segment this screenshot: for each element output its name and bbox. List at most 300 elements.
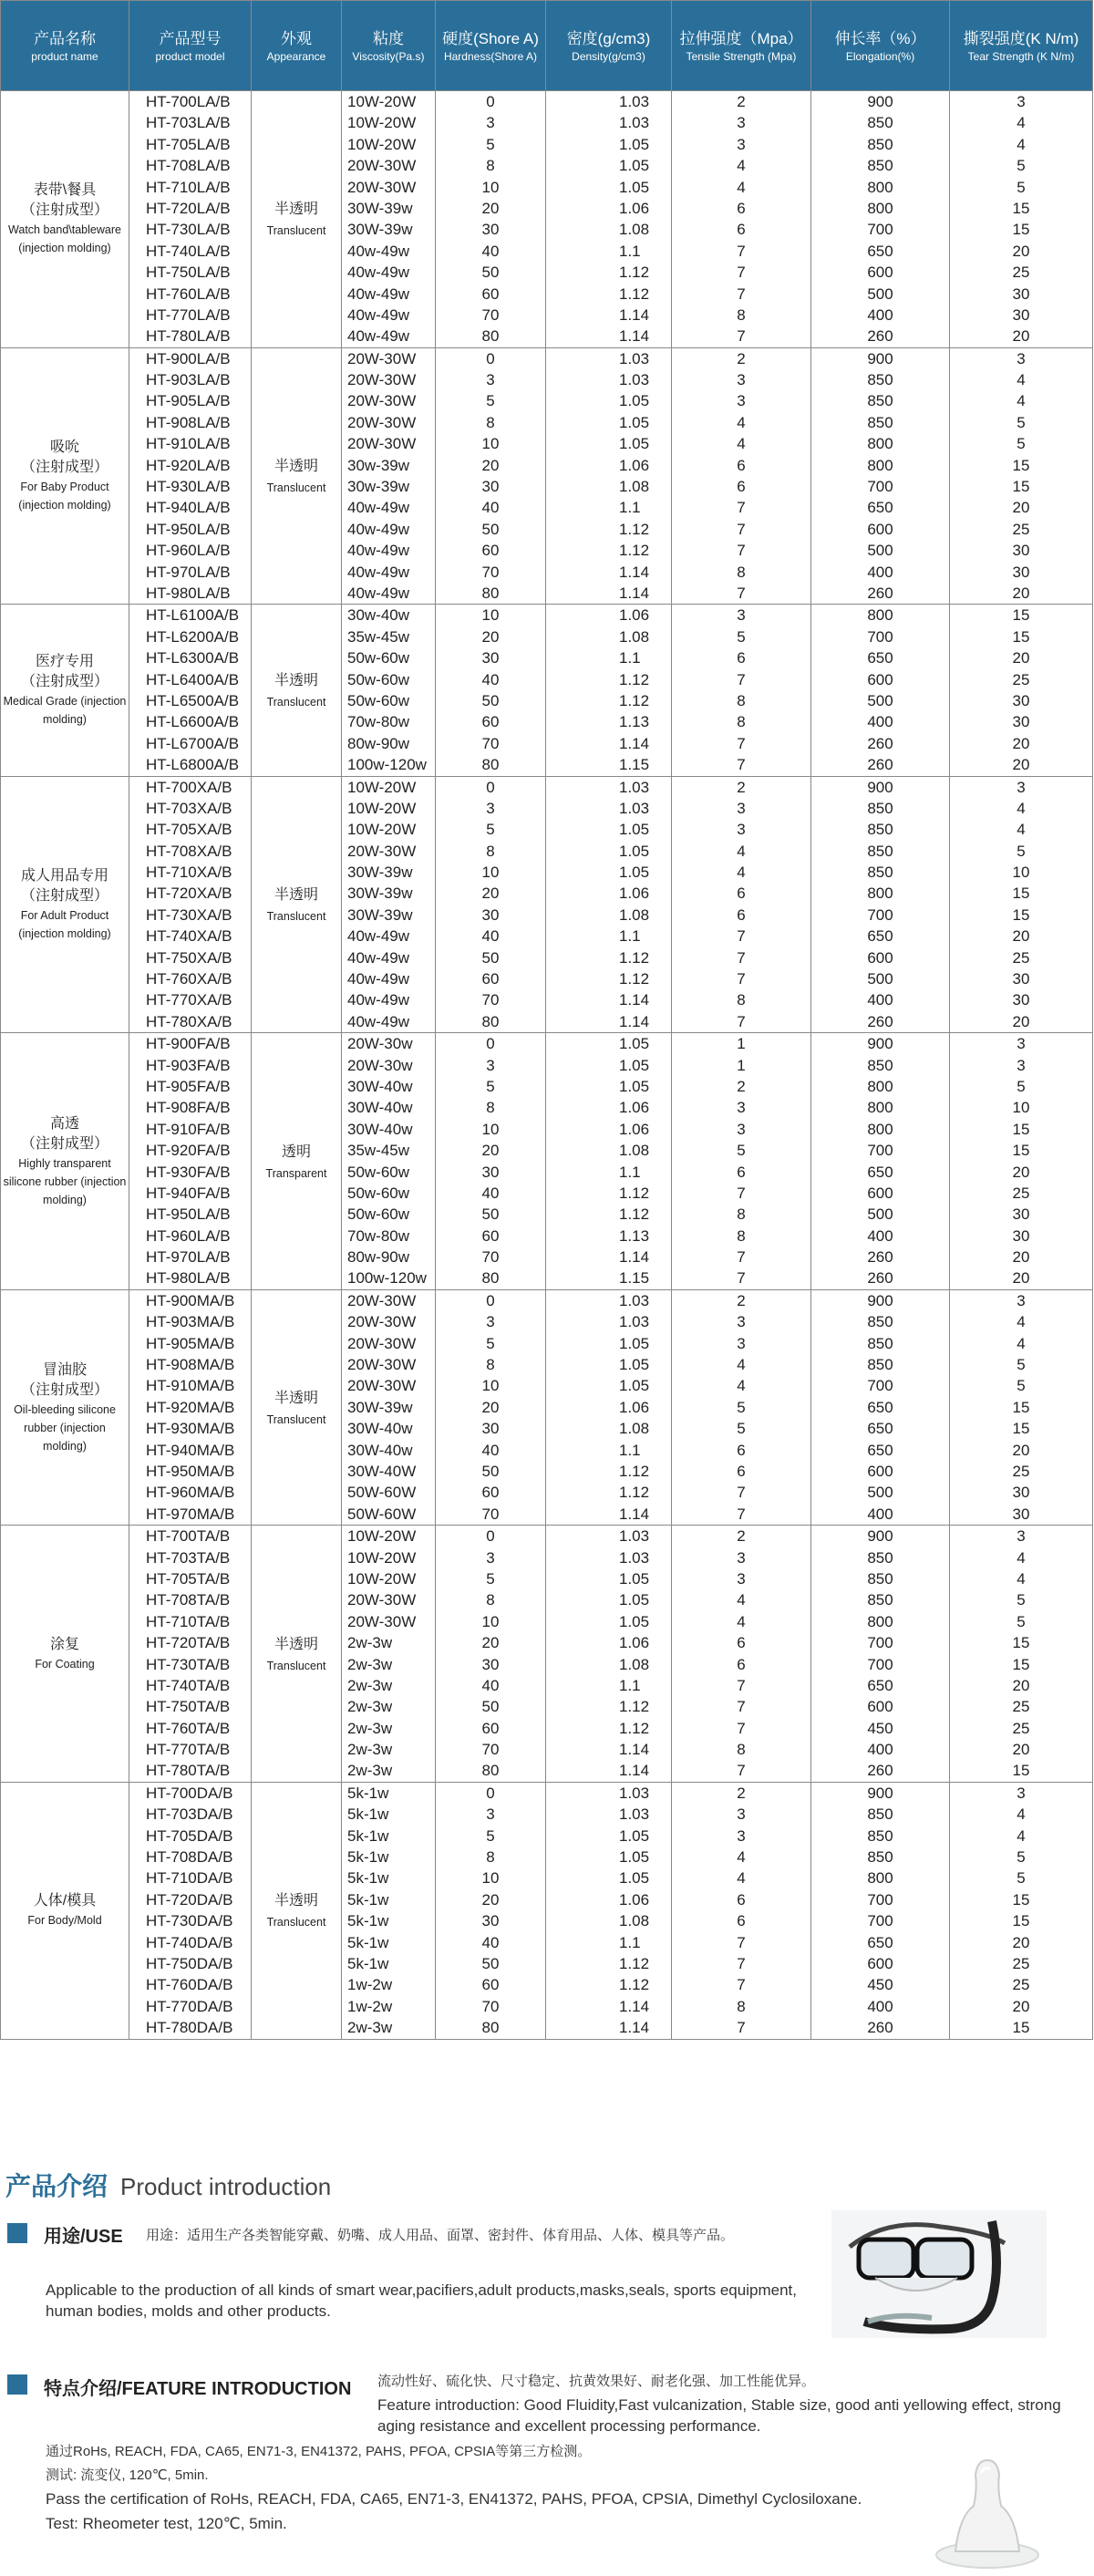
viscosity-value: 40w-49w [347,305,410,324]
model-value: HT-L6600A/B [146,713,240,731]
model-value: HT-710TA/B [146,1612,231,1630]
density-value: 1.06 [619,1398,650,1416]
density-value: 1.05 [619,1035,650,1053]
hardness-value: 60 [481,970,500,988]
model-value: HT-720LA/B [146,199,231,217]
viscosity-value: 100w-120w [347,1269,427,1288]
hardness-value: 70 [481,1248,500,1267]
elongation-value: 850 [867,1313,893,1331]
viscosity-value: 5k-1w [347,1826,389,1845]
viscosity-value: 30W-40w [347,1077,413,1095]
density-value: 1.12 [619,970,650,988]
tear-value: 5 [1017,1869,1026,1888]
elongation-value: 900 [867,778,893,796]
viscosity-value: 40w-49w [347,284,410,303]
elongation-value: 600 [867,1954,893,1972]
hardness-value: 60 [481,1484,500,1502]
elongation-value: 450 [867,1976,893,1994]
model-value: HT-770TA/B [146,1741,231,1759]
density-value: 1.1 [619,499,641,517]
viscosity-value: 20W-30W [347,1377,417,1395]
viscosity-value: 20W-30W [347,157,417,175]
tensile-column-cell [672,347,811,605]
tear-value: 4 [1017,821,1026,839]
appearance-cn: 半透明 [274,1636,318,1652]
header-density: 密度(g/cm3) Density(g/cm3) [546,1,672,91]
model-value: HT-708XA/B [146,842,232,860]
viscosity-value: 40w-49w [347,1012,410,1030]
hardness-value: 80 [481,584,500,602]
model-value: HT-910FA/B [146,1120,231,1138]
appearance-cn: 半透明 [274,459,318,475]
elongation-value: 900 [867,1035,893,1053]
density-value: 1.1 [619,1441,641,1459]
elongation-value: 500 [867,542,893,560]
tear-value: 25 [1012,1698,1030,1716]
tensile-value: 7 [737,327,746,346]
tear-value: 5 [1017,842,1026,860]
hardness-value: 0 [486,1035,495,1053]
elongation-value: 850 [867,1056,893,1074]
hardness-value: 40 [481,927,500,946]
viscosity-value: 40w-49w [347,991,410,1009]
density-value: 1.05 [619,1334,650,1352]
tear-value: 15 [1012,905,1030,924]
model-value: HT-770DA/B [146,1997,233,2015]
use-text-en: Applicable to the production of all kinds of smart wear,pacifiers,adult products,masks,seals, sports equipment, human bodies, molds and other products. [46,2281,797,2320]
elongation-value: 800 [867,1077,893,1095]
density-column-cell [546,1782,672,2039]
viscosity-value: 30W-39w [347,1398,413,1416]
product-name-cell [1,605,129,776]
hardness-value: 30 [481,1420,500,1438]
tear-value: 3 [1017,93,1026,110]
elongation-value: 600 [867,264,893,282]
density-value: 1.08 [619,1655,650,1673]
viscosity-value: 10W-20W [347,93,417,110]
tensile-value: 2 [737,778,746,796]
model-value: HT-900FA/B [146,1035,231,1053]
tear-value: 4 [1017,114,1026,132]
elongation-value: 850 [867,1569,893,1588]
tensile-value: 8 [737,305,746,324]
tensile-value: 2 [737,1077,746,1095]
viscosity-value: 30W-40w [347,1441,413,1459]
tear-value: 4 [1017,1826,1026,1845]
hardness-value: 10 [481,1120,500,1138]
feature-text-cn: 流动性好、硫化快、尺寸稳定、抗黄效果好、耐老化强、加工性能优异。 [377,2374,816,2389]
tensile-value: 7 [737,970,746,988]
hardness-value: 50 [481,264,500,282]
hardness-value: 20 [481,1142,500,1160]
hardness-value: 60 [481,713,500,731]
model-value: HT-L6800A/B [146,756,240,774]
hardness-value: 5 [486,1569,495,1588]
viscosity-value: 30W-40w [347,1099,413,1117]
hardness-value: 80 [481,1762,500,1780]
tear-value: 20 [1012,1676,1030,1694]
viscosity-column-cell [342,776,436,1033]
viscosity-value: 10W-20W [347,1569,417,1588]
hardness-value: 30 [481,1655,500,1673]
hardness-column-cell [436,1526,546,1783]
elongation-column-cell [811,1033,950,1290]
tear-value: 15 [1012,199,1030,217]
hardness-value: 10 [481,1377,500,1395]
appearance-en: Translucent [266,1659,326,1672]
appearance-cell [252,605,342,776]
tensile-value: 3 [737,1548,746,1567]
tear-value: 25 [1012,1463,1030,1480]
model-value: HT-770XA/B [146,991,232,1009]
tensile-value: 7 [737,1676,746,1694]
viscosity-value: 5k-1w [347,1805,389,1824]
appearance-cell [252,1782,342,2039]
product-name-cn: 吸吮 [49,440,79,456]
tear-value: 15 [1012,1890,1030,1909]
elongation-value: 900 [867,1527,893,1546]
elongation-value: 850 [867,371,893,389]
density-value: 1.03 [619,1805,650,1824]
density-value: 1.08 [619,627,650,646]
hardness-column-cell [436,605,546,776]
tensile-value: 7 [737,499,746,517]
tear-value: 15 [1012,606,1030,625]
density-value: 1.03 [619,1527,650,1546]
hardness-value: 30 [481,221,500,239]
elongation-value: 500 [867,1205,893,1224]
viscosity-value: 5k-1w [347,1954,389,1972]
elongation-value: 800 [867,885,893,903]
viscosity-value: 70w-80w [347,713,410,731]
hardness-value: 5 [486,821,495,839]
tear-value: 5 [1017,1848,1026,1867]
viscosity-value: 30W-39w [347,864,413,882]
tear-column-cell [950,776,1093,1033]
appearance-cell [252,1526,342,1783]
model-column-cell [129,776,252,1033]
model-value: HT-705TA/B [146,1569,231,1588]
diving-mask-snorkel-image [831,2210,1047,2338]
density-value: 1.12 [619,1719,650,1737]
tear-value: 25 [1012,520,1030,538]
hardness-value: 70 [481,991,500,1009]
tear-value: 25 [1012,670,1030,688]
tear-value: 15 [1012,885,1030,903]
viscosity-value: 20W-30W [347,1356,417,1374]
viscosity-value: 5k-1w [347,1890,389,1909]
density-value: 1.14 [619,584,650,602]
appearance-en: Translucent [266,1412,326,1426]
hardness-value: 70 [481,734,500,752]
model-value: HT-703XA/B [146,799,232,817]
tear-value: 4 [1017,1805,1026,1824]
group-row [1,1033,1093,1290]
hardness-value: 40 [481,1184,500,1202]
density-value: 1.05 [619,1848,650,1867]
elongation-column-cell [811,1782,950,2039]
density-value: 1.08 [619,1142,650,1160]
model-value: HT-900MA/B [146,1291,235,1309]
tear-value: 4 [1017,392,1026,410]
density-value: 1.14 [619,305,650,324]
hardness-value: 40 [481,1441,500,1459]
viscosity-value: 40w-49w [347,520,410,538]
tensile-value: 8 [737,1997,746,2015]
model-value: HT-905MA/B [146,1334,235,1352]
density-value: 1.1 [619,927,641,946]
tensile-value: 3 [737,821,746,839]
elongation-value: 850 [867,114,893,132]
tensile-column-cell [672,1033,811,1290]
hardness-value: 40 [481,499,500,517]
model-value: HT-730DA/B [146,1912,233,1930]
elongation-value: 500 [867,284,893,303]
tensile-value: 7 [737,264,746,282]
elongation-value: 700 [867,905,893,924]
tensile-value: 5 [737,1142,746,1160]
viscosity-value: 50w-60w [347,1205,410,1224]
viscosity-value: 30W-40w [347,1420,413,1438]
elongation-value: 850 [867,799,893,817]
hardness-value: 5 [486,1826,495,1845]
viscosity-value: 40w-49w [347,927,410,946]
density-value: 1.06 [619,456,650,474]
elongation-value: 500 [867,1484,893,1502]
density-value: 1.13 [619,1226,650,1245]
model-value: HT-700LA/B [146,93,231,110]
tensile-value: 8 [737,563,746,581]
product-name-cell [1,776,129,1033]
product-name-cn: 医疗专用 [35,653,94,669]
density-value: 1.06 [619,1634,650,1652]
tear-value: 20 [1012,756,1030,774]
tensile-value: 4 [737,1869,746,1888]
model-value: HT-910MA/B [146,1377,235,1395]
model-value: HT-780LA/B [146,327,231,346]
appearance-cell [252,91,342,348]
hardness-value: 40 [481,242,500,260]
tear-value: 20 [1012,584,1030,602]
tear-column-cell [950,1033,1093,1290]
tear-value: 5 [1017,413,1026,431]
tensile-value: 1 [737,1056,746,1074]
elongation-value: 400 [867,1997,893,2015]
density-value: 1.12 [619,1484,650,1502]
model-value: HT-730TA/B [146,1655,231,1673]
elongation-column-cell [811,1289,950,1525]
density-value: 1.14 [619,2019,650,2037]
tensile-value: 6 [737,1441,746,1459]
hardness-value: 3 [486,1056,495,1074]
hardness-value: 60 [481,1976,500,1994]
tensile-value: 7 [737,1012,746,1030]
viscosity-value: 2w-3w [347,1741,393,1759]
product-name-cell [1,1033,129,1290]
elongation-value: 850 [867,1805,893,1824]
model-value: HT-L6400A/B [146,670,240,688]
viscosity-value: 5k-1w [347,1784,389,1802]
density-value: 1.12 [619,264,650,282]
elongation-value: 650 [867,649,893,667]
group-row [1,1526,1093,1783]
density-value: 1.05 [619,435,650,453]
density-value: 1.1 [619,1933,641,1951]
tear-value: 4 [1017,1334,1026,1352]
hardness-value: 30 [481,1163,500,1181]
tear-value: 25 [1012,1184,1030,1202]
elongation-value: 600 [867,520,893,538]
tensile-value: 7 [737,1719,746,1737]
hardness-value: 10 [481,606,500,625]
model-value: HT-705DA/B [146,1826,233,1845]
density-value: 1.1 [619,242,641,260]
density-value: 1.08 [619,1912,650,1930]
model-value: HT-710XA/B [146,864,232,882]
density-value: 1.12 [619,1976,650,1994]
tensile-value: 3 [737,1805,746,1824]
density-value: 1.12 [619,670,650,688]
use-text-cn: 用途：适用生产各类智能穿戴、奶嘴、成人用品、面罩、密封件、体育用品、人体、模具等产品。 [146,2228,735,2243]
viscosity-value: 50w-60w [347,670,410,688]
model-value: HT-905LA/B [146,392,231,410]
viscosity-value: 10W-20W [347,135,417,153]
tensile-value: 7 [737,520,746,538]
group-row [1,347,1093,605]
density-value: 1.05 [619,157,650,175]
tensile-value: 8 [737,991,746,1009]
viscosity-value: 20W-30W [347,178,417,196]
elongation-value: 400 [867,991,893,1009]
tensile-column-cell [672,1289,811,1525]
density-value: 1.08 [619,1420,650,1438]
appearance-cn: 半透明 [274,1893,318,1909]
model-column-cell [129,605,252,776]
model-value: HT-940FA/B [146,1184,231,1202]
tensile-value: 6 [737,1655,746,1673]
hardness-value: 60 [481,542,500,560]
tensile-value: 8 [737,691,746,709]
tensile-value: 3 [737,1569,746,1588]
model-column-cell [129,1526,252,1783]
appearance-en: Translucent [266,1916,326,1929]
tear-value: 30 [1012,1505,1030,1523]
tear-value: 4 [1017,371,1026,389]
tear-value: 15 [1012,1762,1030,1780]
header-tear: 撕裂强度(K N/m) Tear Strength (K N/m) [950,1,1093,91]
tear-value: 20 [1012,1441,1030,1459]
model-value: HT-940MA/B [146,1441,235,1459]
tensile-value: 4 [737,1356,746,1374]
tear-value: 20 [1012,649,1030,667]
tensile-value: 7 [737,734,746,752]
tensile-value: 4 [737,1848,746,1867]
hardness-value: 8 [486,1848,495,1867]
hardness-value: 40 [481,670,500,688]
viscosity-value: 50w-60w [347,691,410,709]
product-name-cn: 涂复 [49,1636,79,1652]
product-name-cn: 成人用品专用 [20,867,108,884]
tensile-value: 7 [737,1976,746,1994]
density-value: 1.05 [619,1077,650,1095]
tear-value: 20 [1012,1997,1030,2015]
tensile-value: 7 [737,1698,746,1716]
elongation-column-cell [811,776,950,1033]
group-row [1,1289,1093,1525]
header-elongation: 伸长率（%） Elongation(%) [811,1,950,91]
hardness-value: 70 [481,563,500,581]
tensile-value: 6 [737,885,746,903]
viscosity-value: 40w-49w [347,970,410,988]
table-body [1,91,1093,2040]
elongation-column-cell [811,91,950,348]
viscosity-value: 5k-1w [347,1933,389,1951]
product-name-cn: 高透 [49,1115,79,1132]
density-value: 1.14 [619,1741,650,1759]
model-column-cell [129,1289,252,1525]
elongation-value: 850 [867,1591,893,1609]
product-name-cn: （注射成型） [20,1135,108,1152]
viscosity-value: 20W-30W [347,1612,417,1630]
tear-column-cell [950,605,1093,776]
tear-value: 5 [1017,1591,1026,1609]
model-value: HT-L6700A/B [146,734,240,752]
tear-value: 25 [1012,948,1030,967]
appearance-en: Translucent [266,481,326,495]
elongation-value: 800 [867,435,893,453]
product-name-en: Oil-bleeding silicone rubber (injection molding) [14,1402,116,1453]
model-column-cell [129,91,252,348]
viscosity-value: 50w-60w [347,1184,410,1202]
elongation-value: 260 [867,327,893,346]
hardness-value: 80 [481,1012,500,1030]
density-value: 1.12 [619,691,650,709]
model-value: HT-980LA/B [146,1269,231,1288]
product-name-cn: （注射成型） [20,1381,108,1398]
hardness-value: 50 [481,691,500,709]
elongation-value: 900 [867,93,893,110]
viscosity-value: 20W-30W [347,1591,417,1609]
model-value: HT-960MA/B [146,1484,235,1502]
density-value: 1.03 [619,1784,650,1802]
tensile-value: 2 [737,93,746,110]
hardness-value: 40 [481,1933,500,1951]
model-value: HT-903FA/B [146,1056,231,1074]
tear-value: 20 [1012,1933,1030,1951]
tear-value: 30 [1012,1226,1030,1245]
group-row [1,605,1093,776]
tensile-value: 6 [737,199,746,217]
elongation-value: 700 [867,1634,893,1652]
tear-value: 3 [1017,778,1026,796]
hardness-value: 0 [486,349,495,367]
elongation-column-cell [811,347,950,605]
elongation-value: 600 [867,1698,893,1716]
model-value: HT-750LA/B [146,264,231,282]
tensile-value: 7 [737,1762,746,1780]
model-value: HT-750TA/B [146,1698,231,1716]
appearance-cn: 透明 [281,1143,311,1160]
hardness-value: 70 [481,1997,500,2015]
tear-value: 15 [1012,456,1030,474]
tensile-value: 3 [737,114,746,132]
tensile-value: 2 [737,349,746,367]
tensile-column-cell [672,1782,811,2039]
product-name-cn: （注射成型） [20,460,108,476]
tensile-value: 7 [737,1184,746,1202]
product-name-en: Medical Grade (injection molding) [3,694,127,726]
appearance-cell [252,776,342,1033]
